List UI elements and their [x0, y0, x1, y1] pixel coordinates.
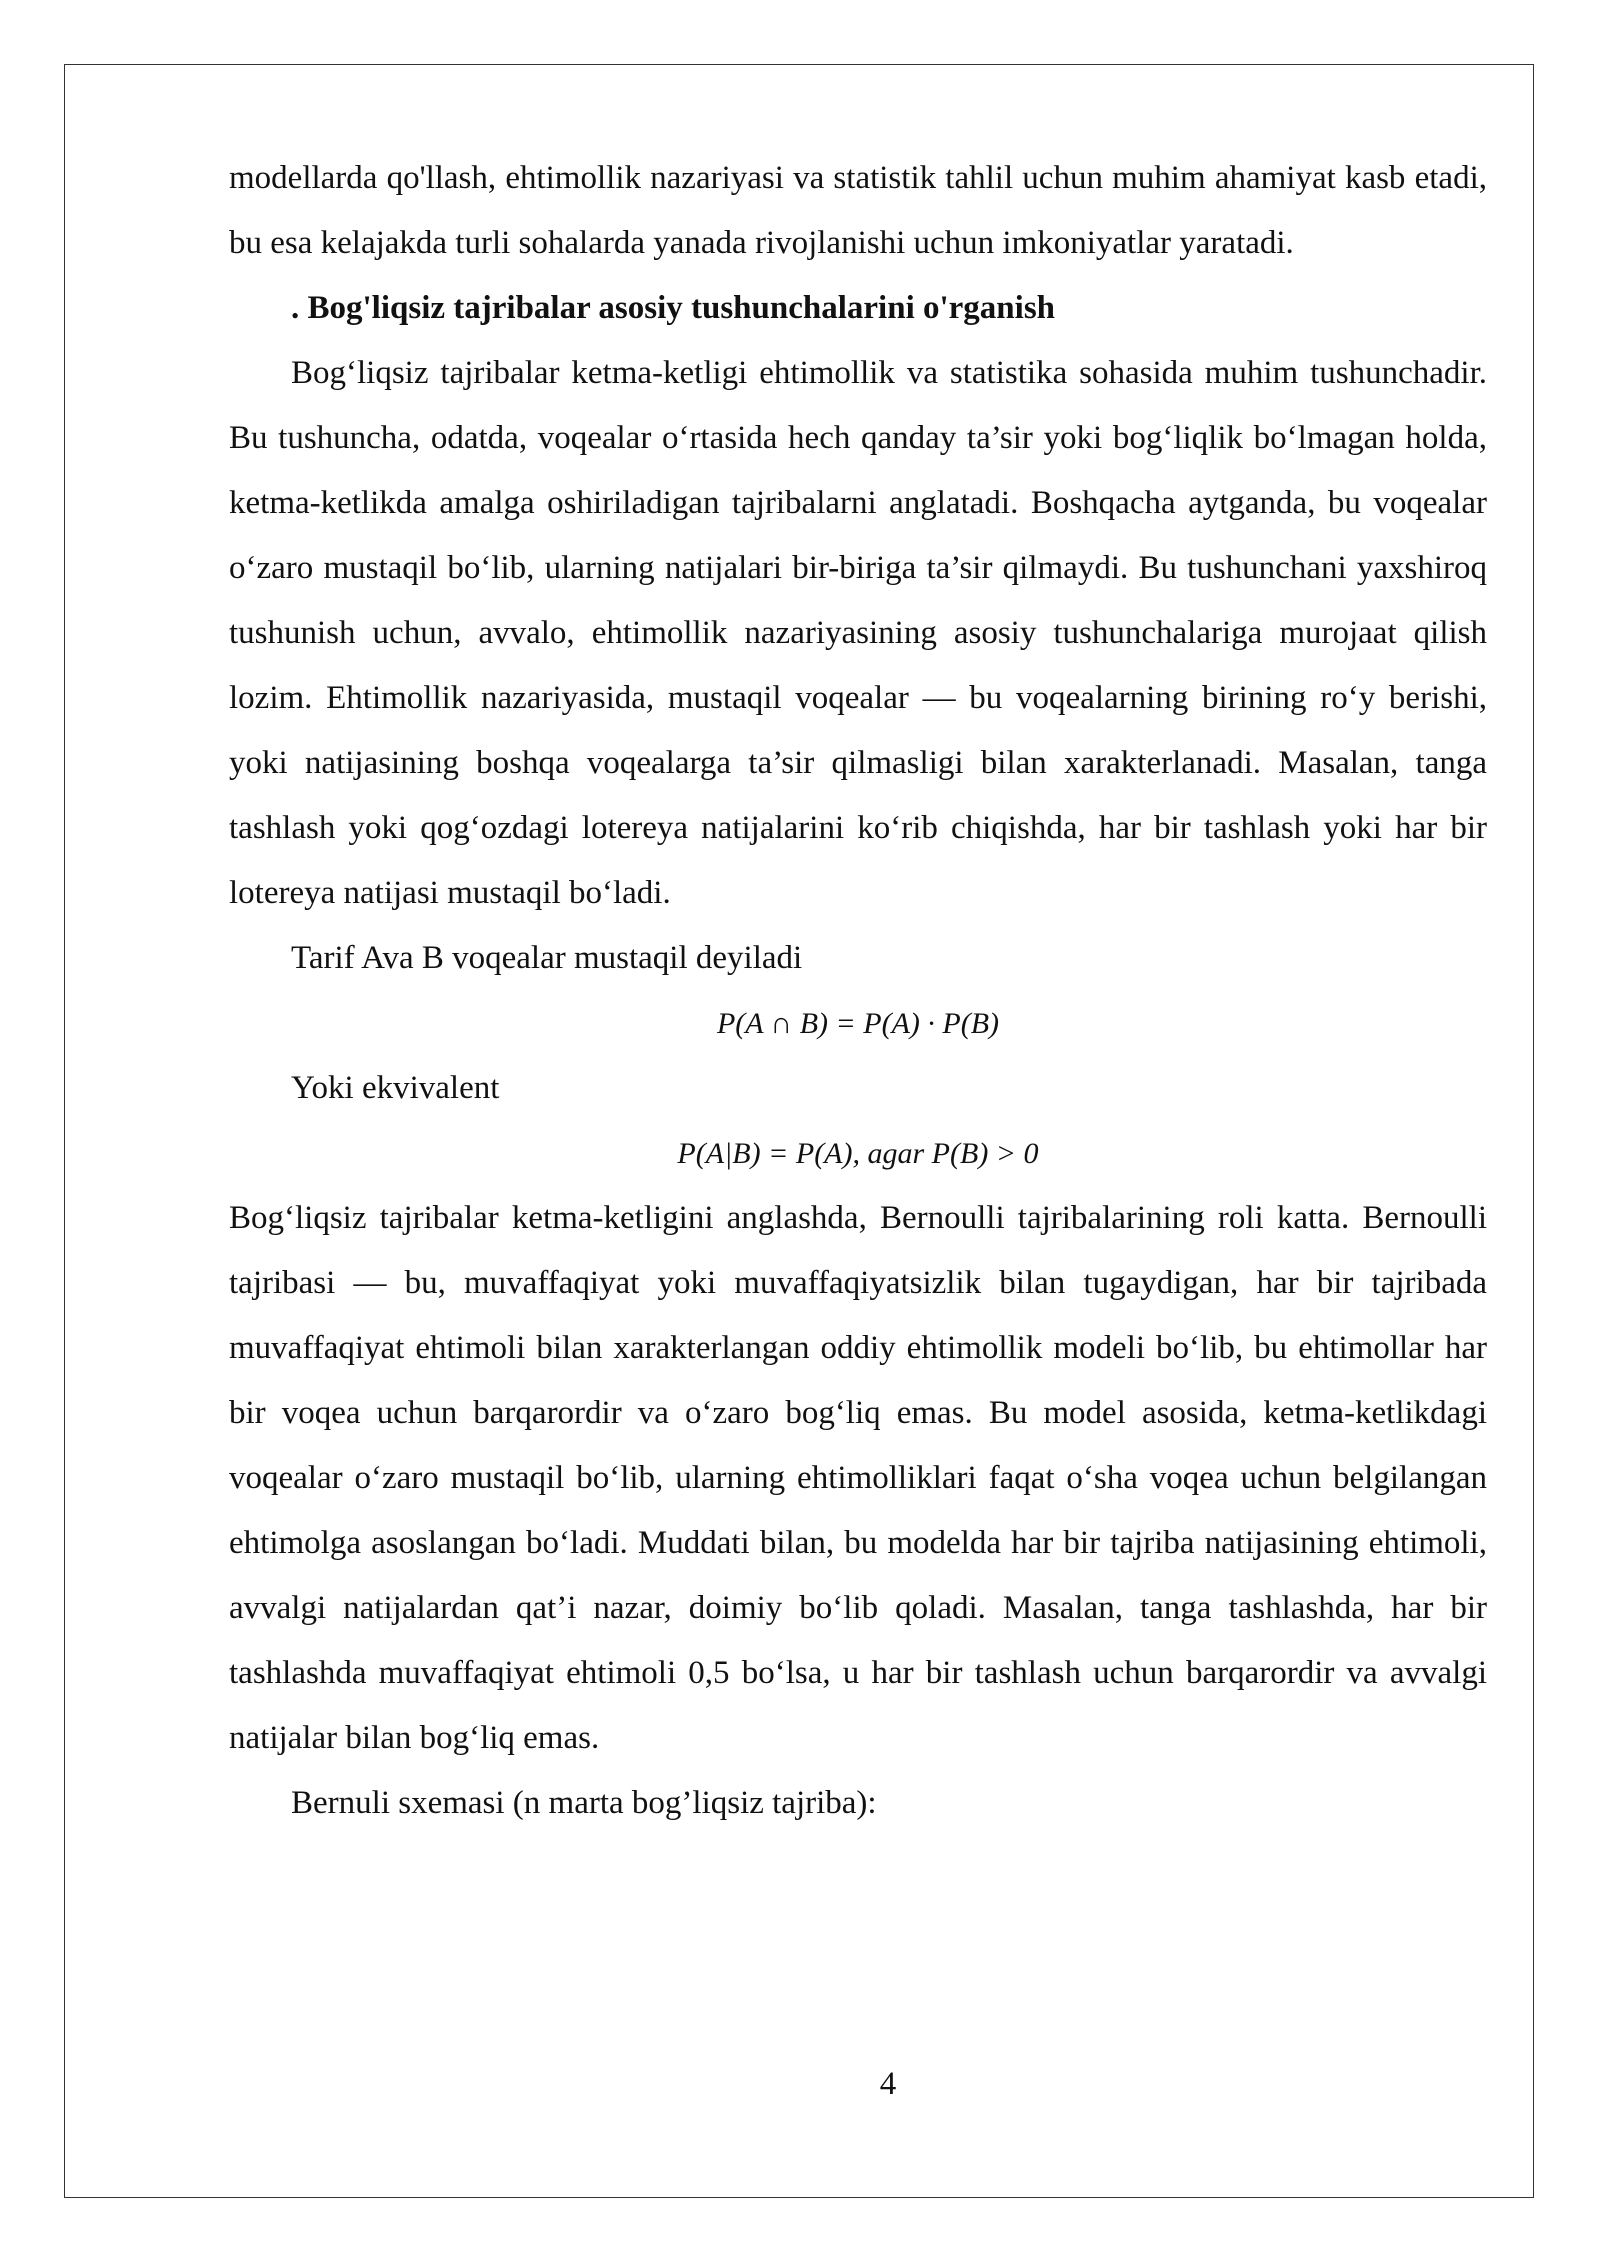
paragraph-equivalent: Yoki ekvivalent	[291, 1070, 500, 1106]
formula-independence: P(A ∩ B) = P(A) · P(B)	[716, 1007, 1000, 1040]
paragraph-intro: modellarda qo'llash, ehtimollik nazariyasi va statistik tahlil uchun muhim ahamiyat kasb etadi, bu esa kelajakda turli sohalarda yanada rivojlanishi uchun imkoniyatlar yaratadi.	[229, 160, 1487, 261]
paragraph-bernoulli: Bog‘liqsiz tajribalar ketma-ketligini anglashda, Bernoulli tajribalarining roli katta. Bernoulli tajribasi — bu, muvaffaqiyat yoki muvaffaqiyatsizlik bilan tugaydigan, har bir tajribada muvaffaqiyat ehtimoli bilan xarakterlangan oddiy ehtimollik modeli bo‘lib, bu ehtimollar har bir voqea uchun barqarordir va o‘zaro bog‘liq emas. Bu model asosida, ketma-ketlikdagi voqealar o‘zaro mustaqil bo‘lib, ularning ehtimolliklari faqat o‘sha voqea uchun belgilangan ehtimolga asoslangan bo‘ladi. Muddati bilan, bu modelda har bir tajriba natijasining ehtimoli, avvalgi natijalardan qat’i nazar, doimiy bo‘lib qoladi. Masalan, tanga tashlashda, har bir tashlashda muvaffaqiyat ehtimoli 0,5 bo‘lsa, u har bir tashlash uchun barqarordir va avvalgi natijalar bilan bog‘liq emas.	[229, 1200, 1487, 1756]
paragraph-definition: Tarif Ava B voqealar mustaqil deyiladi	[291, 940, 803, 976]
page-number: 4	[879, 2066, 897, 2102]
page-content	[229, 146, 1487, 1836]
formula-conditional: P(A|B) = P(A), agar P(B) > 0	[677, 1137, 1039, 1170]
paragraph-bernoulli-scheme: Bernuli sxemasi (n marta bog’liqsiz tajriba):	[291, 1785, 877, 1821]
section-heading: . Bog'liqsiz tajribalar asosiy tushunchalarini o'rganish	[291, 290, 1056, 326]
paragraph-independent-trials: Bog‘liqsiz tajribalar ketma-ketligi ehtimollik va statistika sohasida muhim tushunchadir. Bu tushuncha, odatda, voqealar o‘rtasida hech qanday ta’sir yoki bog‘liqlik bo‘lmagan holda, ketma-ketlikda amalga oshiriladigan tajribalarni anglatadi. Boshqacha aytganda, bu voqealar o‘zaro mustaqil bo‘lib, ularning natijalari bir-biriga ta’sir qilmaydi. Bu tushunchani yaxshiroq tushunish uchun, avvalo, ehtimollik nazariyasining asosiy tushunchalariga murojaat qilish lozim. Ehtimollik nazariyasida, mustaqil voqealar — bu voqealarning birining ro‘y berishi, yoki natijasining boshqa voqealarga ta’sir qilmasligi bilan xarakterlanadi. Masalan, tanga tashlash yoki qog‘ozdagi lotereya natijalarini ko‘rib chiqishda, har bir tashlash yoki har bir lotereya natijasi mustaqil bo‘ladi.	[229, 355, 1487, 911]
